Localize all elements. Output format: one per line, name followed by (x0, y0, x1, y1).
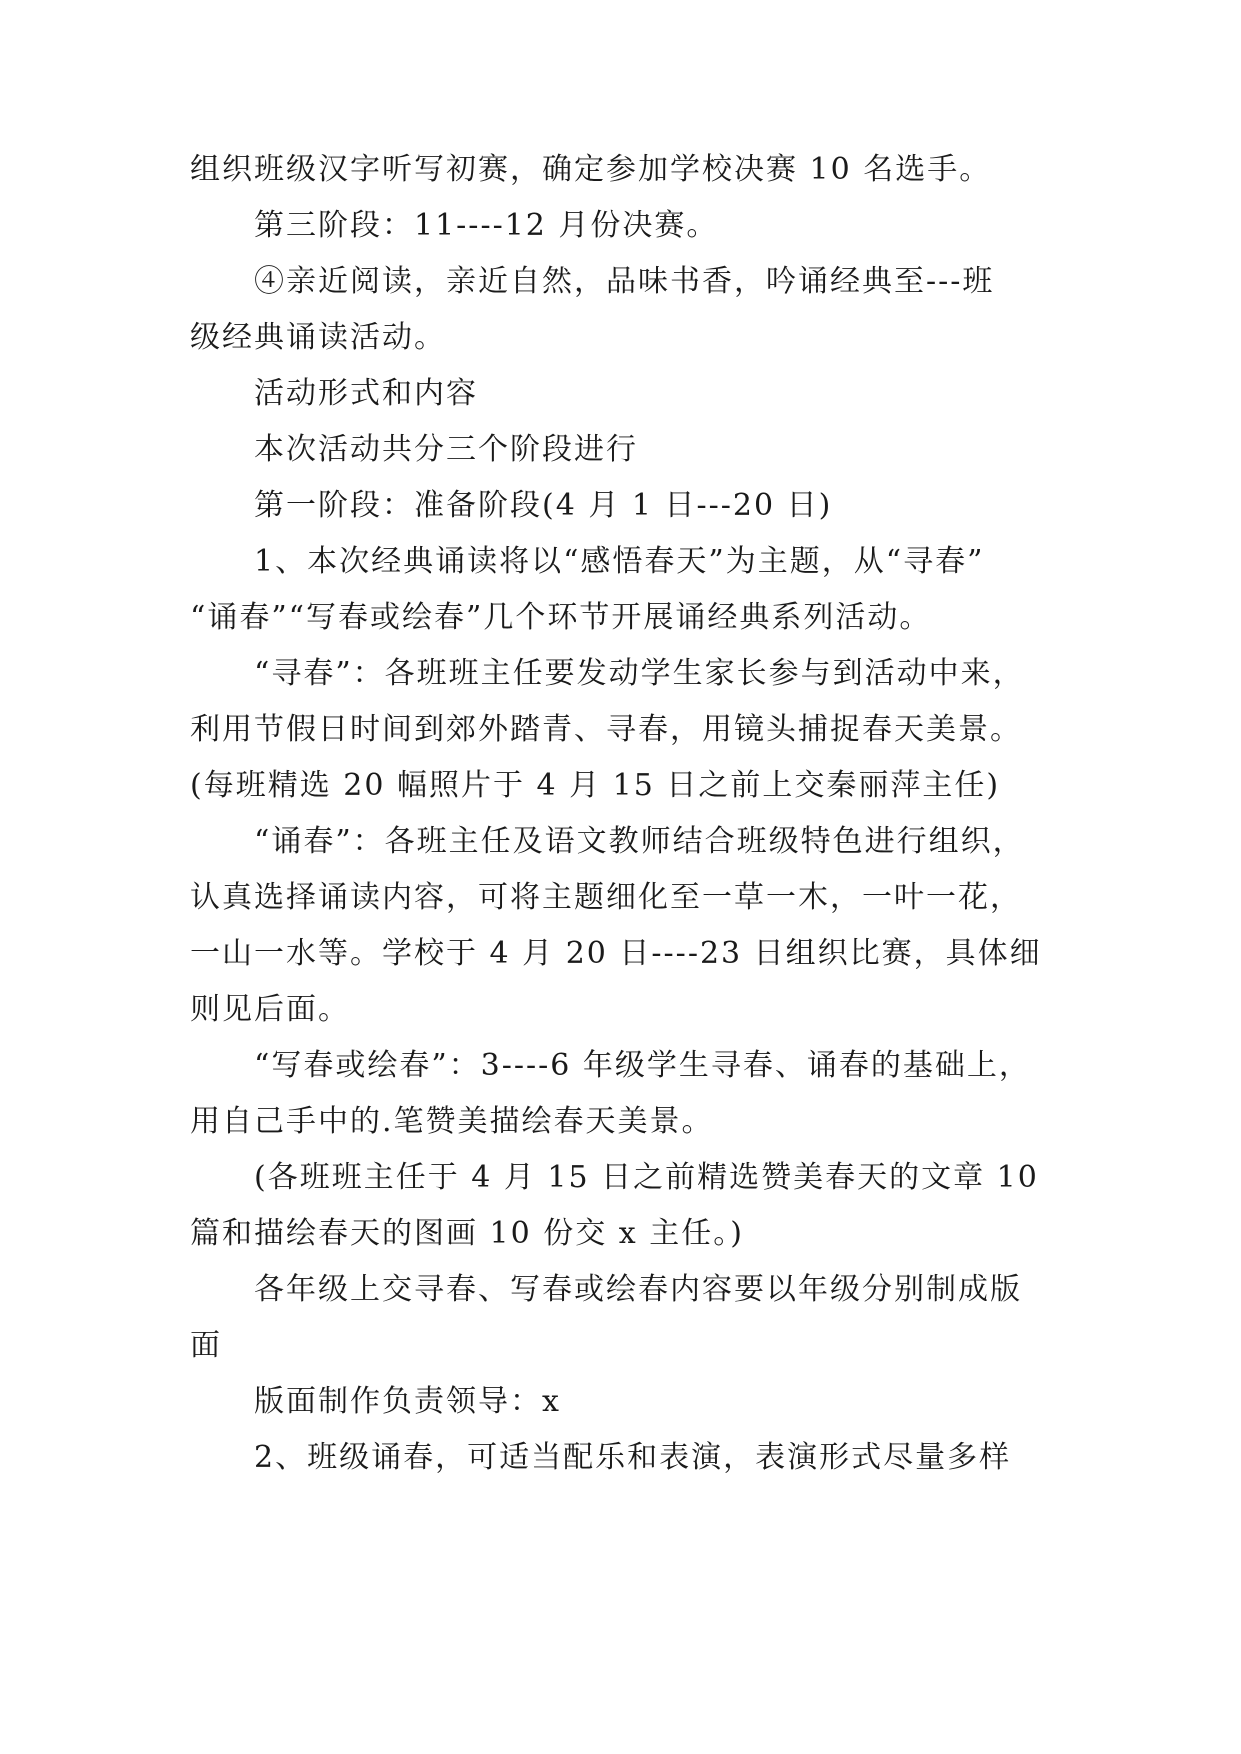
text-line: 1、本次经典诵读将以“感悟春天”为主题，从“寻春” (254, 544, 985, 579)
text-line: 利用节假日时间到郊外踏青、寻春，用镜头捕捉春天美景。 (190, 712, 1022, 747)
text-line: 则见后面。 (190, 992, 350, 1027)
text-line: 第三阶段：11----12 月份决赛。 (254, 208, 719, 243)
text-line: 第一阶段：准备阶段(4 月 1 日---20 日) (254, 488, 833, 523)
text-line: “诵春”：各班主任及语文教师结合班级特色进行组织， (254, 824, 1025, 859)
text-line: 本次活动共分三个阶段进行 (254, 432, 638, 467)
text-line: “写春或绘春”：3----6 年级学生寻春、诵春的基础上， (254, 1048, 1031, 1083)
text-line: 一山一水等。学校于 4 月 20 日----23 日组织比赛，具体细 (190, 936, 1042, 971)
text-line: “诵春”“写春或绘春”几个环节开展诵经典系列活动。 (190, 600, 932, 635)
text-line: 认真选择诵读内容，可将主题细化至一草一木，一叶一花， (190, 880, 1022, 915)
text-line: 面 (190, 1328, 222, 1363)
text-line: 组织班级汉字听写初赛，确定参加学校决赛 10 名选手。 (190, 152, 992, 187)
text-line: 用自己手中的.笔赞美描绘春天美景。 (190, 1104, 714, 1139)
text-line: ④亲近阅读，亲近自然，品味书香，吟诵经典至---班 (254, 264, 995, 299)
text-line: 各年级上交寻春、写春或绘春内容要以年级分别制成版 (254, 1272, 1022, 1307)
text-line: (各班班主任于 4 月 15 日之前精选赞美春天的文章 10 (254, 1160, 1039, 1195)
text-line: “寻春”：各班班主任要发动学生家长参与到活动中来， (254, 656, 1025, 691)
text-line: 篇和描绘春天的图画 10 份交 x 主任。) (190, 1216, 744, 1251)
text-line: 2、班级诵春，可适当配乐和表演，表演形式尽量多样 (254, 1440, 1012, 1475)
text-line: 版面制作负责领导：x (254, 1384, 561, 1419)
text-line: 活动形式和内容 (254, 376, 478, 411)
text-line: 级经典诵读活动。 (190, 320, 446, 355)
text-line: (每班精选 20 幅照片于 4 月 15 日之前上交秦丽萍主任) (190, 768, 1001, 803)
